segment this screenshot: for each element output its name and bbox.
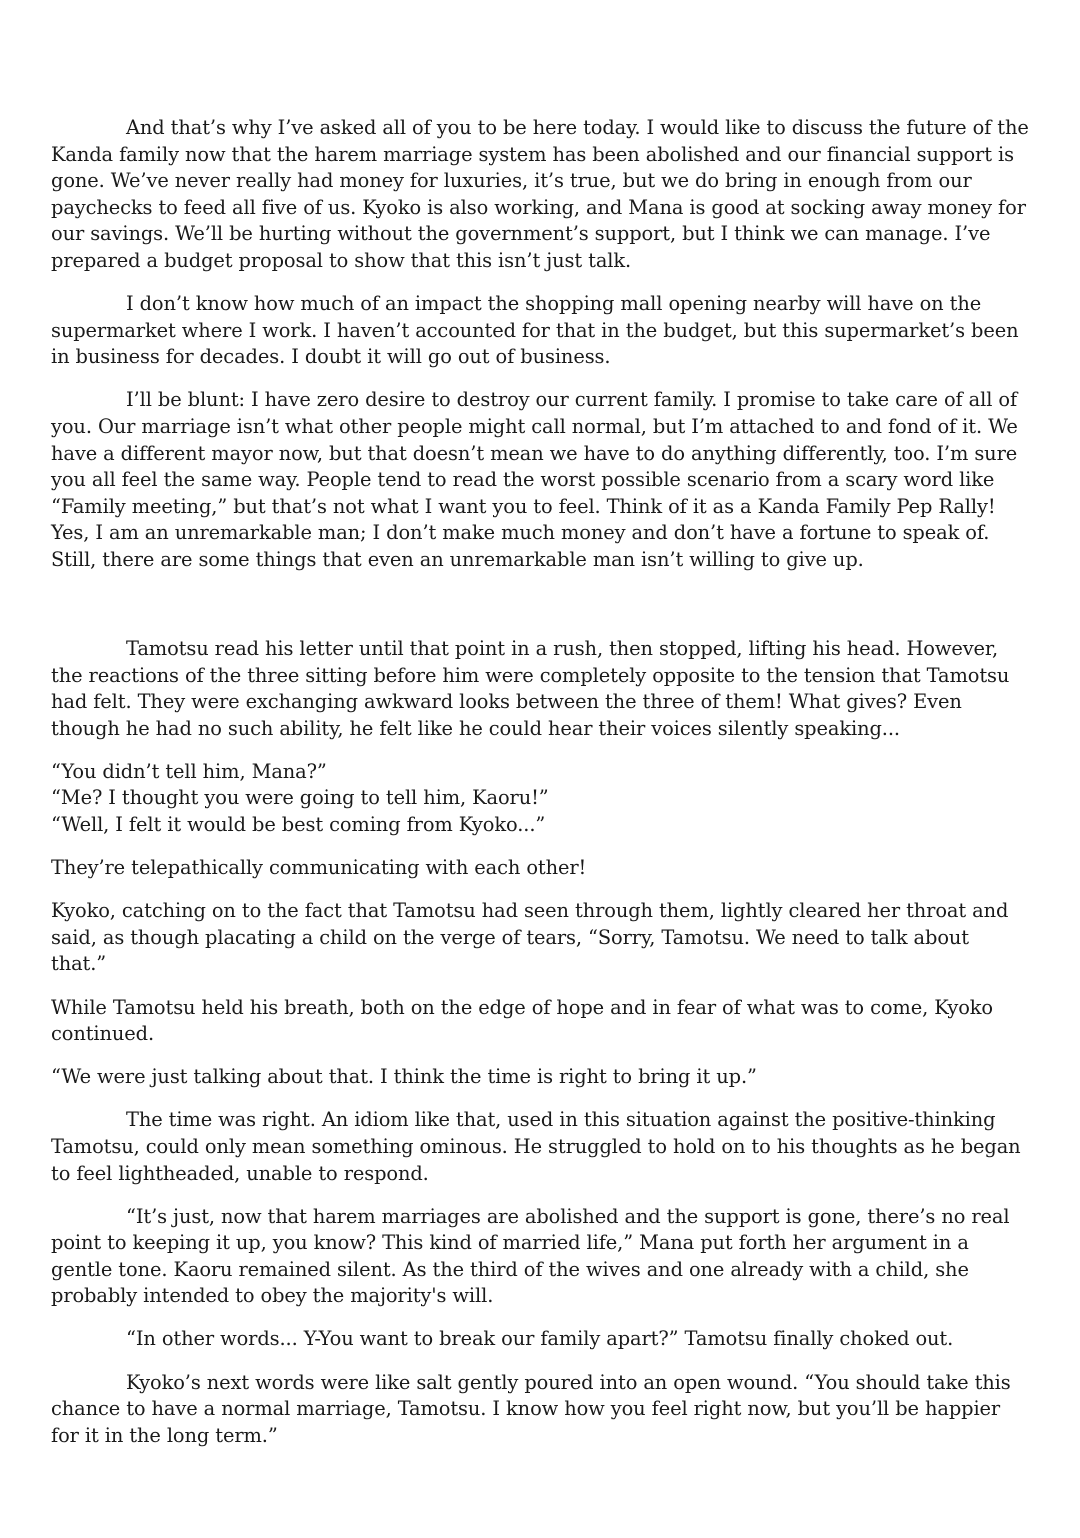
- dialogue-line: “You didn’t tell him, Mana?”: [51, 759, 327, 783]
- document-page: [51, 115, 1029, 1466]
- letter-paragraph-3: I’ll be blunt: I have zero desire to destroy our current family. I promise to take care of all of you. Our marriage isn’t what other people might call normal, but I’m attached to and fond of it. We have a different mayor now, but that doesn’t mean we have to do anything differently, too. I’m sure you all feel the same way. People tend to read the worst possible scenario from a scary word like “Family meeting,” but that’s not what I want you to feel. Think of it as a Kanda Family Pep Rally! Yes, I am an unremarkable man; I don’t make much money and don’t have a fortune to speak of. Still, there are some things that even an unremarkable man isn’t willing to give up.: [51, 388, 1018, 571]
- story-paragraph-1: Tamotsu read his letter until that point in a rush, then stopped, lifting his head. However, the reactions of the three sitting before him were completely opposite to the tension that Tamotsu had felt. They were exchanging awkward looks between the three of them! What gives? Even though he had no such ability, he felt like he could hear their voices silently speaking...: [51, 637, 1010, 740]
- story-paragraph-3: Kyoko, catching on to the fact that Tamotsu had seen through them, lightly cleared her throat and said, as though placating a child on the verge of tears, “Sorry, Tamotsu. We need to talk about that.”: [51, 899, 1009, 976]
- dialogue-line: “Me? I thought you were going to tell him, Kaoru!”: [51, 786, 549, 810]
- story-paragraph-7: “It’s just, now that harem marriages are abolished and the support is gone, there’s no real point to keeping it up, you know? This kind of married life,” Mana put forth her argument in a gentle tone. Kaoru remained silent. As the third of the wives and one already with a child, she probably intended to obey the majority's will.: [51, 1204, 1010, 1308]
- story-paragraph-6: The time was right. An idiom like that, used in this situation against the positive-thinking Tamotsu, could only mean something ominous. He struggled to hold on to his thoughts as he began to feel lightheaded, unable to respond.: [51, 1108, 1021, 1185]
- story-paragraph-5: “We were just talking about that. I think the time is right to bring it up.”: [51, 1065, 757, 1089]
- story-paragraph-2: They’re telepathically communicating with each other!: [51, 856, 587, 880]
- section-break: [51, 590, 1029, 636]
- story-paragraph-8: “In other words... Y-You want to break our family apart?” Tamotsu finally choked out.: [126, 1327, 954, 1351]
- story-paragraph-9: Kyoko’s next words were like salt gently poured into an open wound. “You should take this chance to have a normal marriage, Tamotsu. I know how you feel right now, but you’ll be happier for it in the long term.”: [51, 1370, 1011, 1447]
- story-paragraph-4: While Tamotsu held his breath, both on the edge of hope and in fear of what was to come, Kyoko continued.: [51, 995, 993, 1046]
- dialogue-line: “Well, I felt it would be best coming from Kyoko...”: [51, 813, 546, 837]
- letter-paragraph-1: And that’s why I’ve asked all of you to be here today. I would like to discuss the future of the Kanda family now that the harem marriage system has been abolished and our financial support is gone. We’ve never really had money for luxuries, it’s true, but we do bring in enough from our paychecks to feed all five of us. Kyoko is also working, and Mana is good at socking away money for our savings. We’ll be hurting without the government’s support, but I think we can manage. I’ve prepared a budget proposal to show that this isn’t just talk.: [51, 116, 1029, 272]
- dialogue-block: [51, 759, 1029, 839]
- letter-paragraph-2: I don’t know how much of an impact the shopping mall opening nearby will have on the supermarket where I work. I haven’t accounted for that in the budget, but this supermarket’s been in business for decades. I doubt it will go out of business.: [51, 292, 1019, 369]
